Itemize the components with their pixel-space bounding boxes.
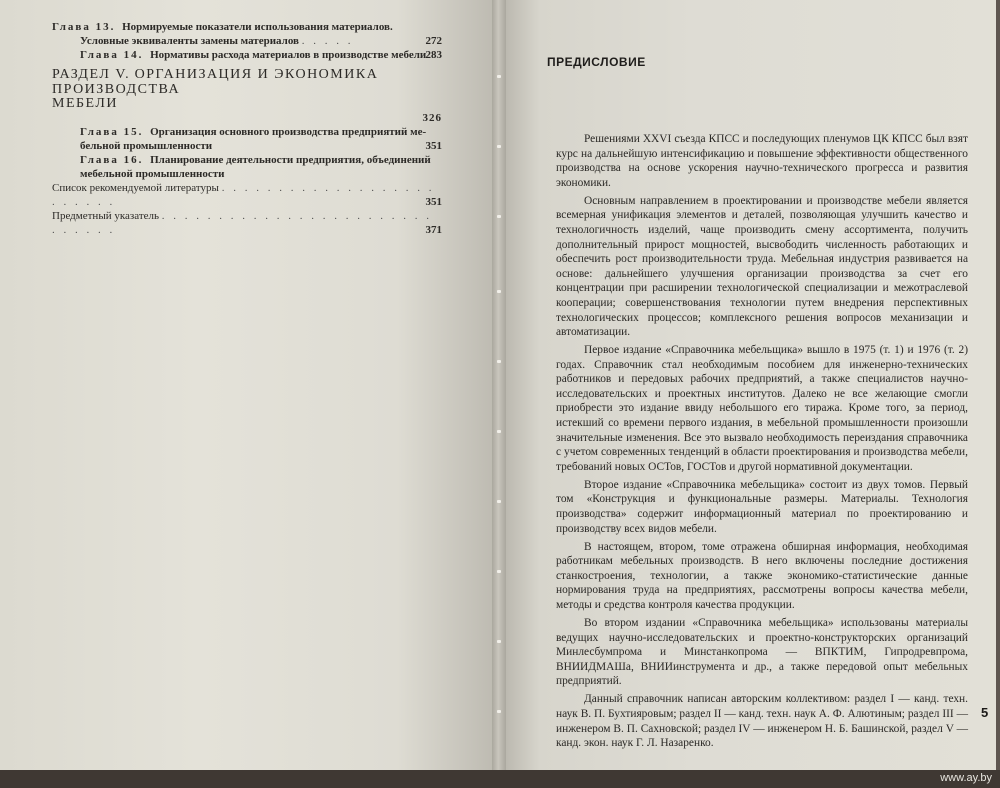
section-title-line2: МЕБЕЛИ — [52, 96, 119, 111]
section-page-row — [52, 111, 442, 125]
table-of-contents — [52, 20, 442, 237]
binding-stitch — [497, 215, 501, 218]
toc-chapter-label: Глава 13. — [52, 21, 116, 33]
binding-stitch — [497, 290, 501, 293]
toc-entry-chapter-16 — [52, 153, 442, 167]
binding-stitch — [497, 640, 501, 643]
preface-paragraph: Основным направлением в проектировании и производстве мебели является всемерная унификация элементов и деталей, позволяющая улучшить качество и технологичность изделий, чаще производить смену ассортимента, получить дополнительный прирост мощностей, высвободить численность работающих и обеспечить рост производительности труда. Мебельная индустрия развивается на основе: дальнейшего улучшения организации производства за счет его концентрации при расширении технологической специализации и межотраслевой кооперации; совершенствования технологии путем внедрения перспективных технологических процессов; комплексного решения вопросов механизации и автоматизации. — [556, 194, 968, 339]
section-label: РАЗДЕЛ V. — [52, 67, 131, 82]
section-title-line2-row — [52, 97, 442, 111]
preface-paragraph: Данный справочник написан авторским коллективом: раздел I — канд. техн. наук В. П. Бухтияровым; раздел II — канд. техн. наук А. Ф. Алютиным; раздел III — инженером В. П. Сахновской; раздел IV — инженером Н. Б. Башинской, раздел V — канд. экон. наук Г. Л. Назаренко. — [556, 693, 968, 750]
toc-chapter-label: Глава 16. — [80, 154, 144, 166]
binding-stitch — [497, 710, 501, 713]
toc-entry-chapter-14 — [52, 48, 442, 62]
toc-page-number: 351 — [425, 196, 442, 208]
toc-page-number: 326 — [422, 112, 442, 124]
toc-chapter-title: Нормативы расхода материалов в производстве мебели — [150, 49, 427, 61]
preface-paragraph: В настоящем, втором, томе отражена обширная информация, необходимая работникам мебельных производств. В него включены последние достижения станкостроения, технологии, а также экономико-статистические данные нормирования труда на предприятиях, рассмотрены вопросы качества мебели, методы и средства контроля качества продукции. — [556, 540, 968, 611]
toc-page-number: 351 — [425, 140, 442, 152]
leader-dots: . . . . . — [301, 35, 354, 47]
preface-paragraph: Второе издание «Справочника мебельщика» состоит из двух томов. Первый том «Конструкция и функциональные размеры. Материалы. Технология производства» содержит информационный материал по проектированию и производству всех видов мебели. — [556, 478, 968, 535]
toc-entry-chapter-15 — [52, 125, 442, 139]
toc-entry-index — [52, 209, 442, 237]
toc-page-number: 272 — [425, 35, 442, 47]
toc-entry-chapter-13 — [52, 20, 442, 34]
toc-page-number: 371 — [425, 224, 442, 236]
table-surface — [0, 770, 1000, 788]
toc-entry-title: Список рекомендуемой литературы — [52, 182, 219, 194]
toc-chapter-title: мебельной промышленности — [80, 168, 225, 180]
leader-dots: . . . . . . . . . . . . . . . . . . . . . . . . . — [52, 182, 435, 208]
toc-section-heading — [52, 67, 442, 125]
preface-title: ПРЕДИСЛОВИЕ — [547, 55, 646, 69]
preface-paragraph: Во втором издании «Справочника мебельщика» использованы материалы ведущих научно-исследовательских и проектно-конструкторских организаций Минлесбумпрома и Минстанкопрома — ВПКТИМ, Гипродревпрома, ВНИИДМАШа, ВНИИинструмента и др., а также передовой опыт мебельных предприятий. — [556, 616, 968, 688]
toc-chapter-title: Планирование деятельности предприятия, объединений — [150, 154, 431, 166]
binding-stitch — [497, 430, 501, 433]
toc-entry-chapter-13-cont — [52, 34, 442, 48]
toc-chapter-title: Организация основного производства предприятий ме- — [150, 126, 427, 138]
book-spine — [492, 0, 506, 770]
toc-chapter-title: бельной промышленности — [80, 140, 213, 152]
preface-paragraph: Первое издание «Справочника мебельщика» вышло в 1975 (т. 1) и 1976 (т. 2) годах. Справочник стал необходимым пособием для инженерно-технических работников и передовых рабочих предприятий, а также специалистов научно-исследовательских и проектных институтов. Далеко не все желающие смогли приобрести это издание ввиду небольшого его тиража. Кроме того, за период, истекший со времени первого издания, в мебельной промышленности произошли значительные изменения. Все это вызвало необходимость переиздания справочника с учетом современных тенденций в области проектирования и производства мебели, требований новых ОСТов, ГОСТов и другой нормативной документации. — [556, 344, 968, 473]
toc-entry-bibliography — [52, 181, 442, 209]
binding-stitch — [497, 570, 501, 573]
toc-chapter-label: Глава 15. — [80, 126, 144, 138]
binding-stitch — [497, 500, 501, 503]
toc-chapter-label: Глава 14. — [80, 49, 144, 61]
binding-stitch — [497, 360, 501, 363]
left-page — [0, 0, 496, 770]
section-title-line1: ОРГАНИЗАЦИЯ И ЭКОНОМИКА ПРОИЗВОДСТВА — [52, 67, 379, 97]
toc-entry-chapter-15-cont — [52, 139, 442, 153]
binding-stitch — [497, 75, 501, 78]
toc-entry-chapter-16-cont — [52, 167, 442, 181]
binding-stitch — [497, 145, 501, 148]
toc-chapter-title: Условные эквиваленты замены материалов — [80, 35, 299, 47]
toc-page-number: 283 — [425, 49, 442, 61]
toc-entry-title: Предметный указатель — [52, 210, 160, 222]
page-number: 5 — [981, 705, 989, 720]
leader-dots: . . . . . . . . . . . . . . . . . . . . . . . . . . . . . . — [52, 210, 433, 236]
toc-chapter-title: Нормируемые показатели использования материалов. — [122, 21, 393, 33]
watermark: www.ay.by — [940, 772, 992, 784]
preface-body — [556, 132, 968, 754]
preface-paragraph: Решениями XXVI съезда КПСС и последующих пленумов ЦК КПСС был взят курс на дальнейшую интенсификацию и повышение эффективности общественного производства на основе ускорения научно-технического прогресса и развития экономики. — [556, 133, 968, 189]
